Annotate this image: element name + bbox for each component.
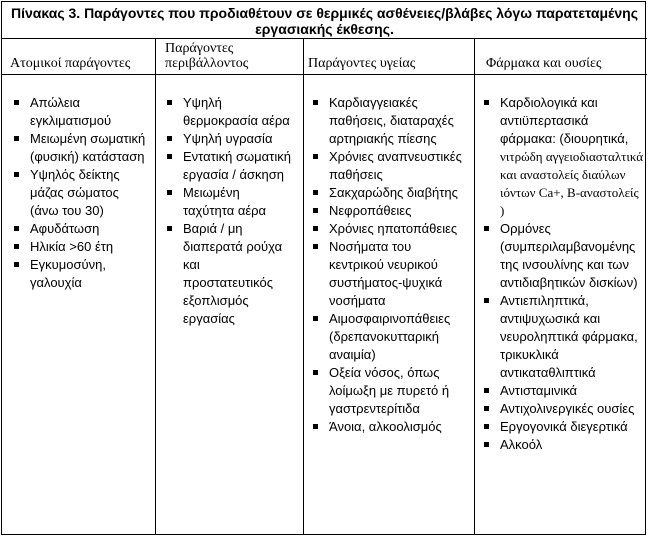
list-item: Αντιχολινεργικές ουσίες bbox=[484, 400, 644, 418]
header-divider bbox=[2, 74, 647, 75]
list-item: Άνοια, αλκοολισμός bbox=[313, 418, 469, 436]
bullet-icon bbox=[167, 154, 172, 159]
bullet-icon bbox=[14, 100, 19, 105]
header-drugs-substances: Φάρμακα και ουσίες bbox=[486, 56, 602, 71]
list-item: Εγκυμοσύνη, γαλουχία bbox=[14, 256, 148, 292]
bullet-icon bbox=[14, 262, 19, 267]
bullet-icon bbox=[167, 100, 172, 105]
list-item: Υψηλή υγρασία bbox=[167, 130, 292, 148]
table-title: Πίνακας 3. Παράγοντες που προδιαθέτουν σε θερμικές ασθένειες/βλάβες λόγω παρατεταμένης εργασιακής έκθεσης. bbox=[11, 5, 638, 37]
list-item: Σακχαρώδης διαβήτης bbox=[313, 184, 469, 202]
bullet-icon bbox=[484, 406, 489, 411]
bullet-icon bbox=[484, 424, 489, 429]
health-factors-list bbox=[313, 94, 469, 436]
bullet-icon bbox=[484, 100, 489, 105]
bullet-icon bbox=[313, 100, 318, 105]
bullet-icon bbox=[14, 136, 19, 141]
bullet-icon bbox=[313, 424, 318, 429]
bullet-icon bbox=[313, 370, 318, 375]
bullet-icon bbox=[167, 190, 172, 195]
bullet-icon bbox=[484, 442, 489, 447]
bullet-icon bbox=[313, 190, 318, 195]
column-divider-1 bbox=[155, 38, 156, 534]
header-health-factors: Παράγοντες υγείας bbox=[308, 56, 416, 71]
bullet-icon bbox=[484, 226, 489, 231]
bullet-icon bbox=[313, 154, 318, 159]
list-item: Νεφροπάθειες bbox=[313, 202, 469, 220]
list-item: Βαριά / μη διαπερατά ρούχα και προστατευτικός εξοπλισμός εργασίας bbox=[167, 220, 292, 328]
column-divider-3 bbox=[474, 38, 475, 534]
cardio-drugs-detail: νιτρώδη αγγειοδιασταλτικά και αναστολείς διαύλων ιόντων Ca+, Β-αναστολείς ) bbox=[500, 149, 644, 218]
list-item: Καρδιαγγειακές παθήσεις, διαταραχές αρτηριακής πίεσης bbox=[313, 94, 469, 148]
list-item: Νοσήματα του κεντρικού νευρικού συστήματος-ψυχικά νοσήματα bbox=[313, 238, 469, 310]
bullet-icon bbox=[484, 388, 489, 393]
list-item: Μειωμένη ταχύτητα αέρα bbox=[167, 184, 292, 220]
list-item: Αντιεπιληπτικά, αντιψυχωσικά και νευροληπτικά φάρμακα, τρικυκλικά αντικαταθλιπτικά bbox=[484, 292, 644, 382]
bullet-icon bbox=[313, 208, 318, 213]
header-individual-factors: Ατομικοί παράγοντες bbox=[10, 56, 131, 71]
list-item: Εντατική σωματική εργασία / άσκηση bbox=[167, 148, 292, 184]
drugs-substances-list bbox=[484, 94, 644, 454]
list-item: Υψηλή θερμοκρασία αέρα bbox=[167, 94, 292, 130]
bullet-icon bbox=[313, 226, 318, 231]
list-item: Μειωμένη σωματική (φυσική) κατάσταση bbox=[14, 130, 148, 166]
list-item: Αλκοόλ bbox=[484, 436, 644, 454]
bullet-icon bbox=[313, 316, 318, 321]
bullet-icon bbox=[167, 226, 172, 231]
environmental-factors-list bbox=[167, 94, 292, 328]
individual-factors-list bbox=[14, 94, 148, 292]
list-item: Αφυδάτωση bbox=[14, 220, 148, 238]
list-item: Απώλεια εγκλιματισμού bbox=[14, 94, 148, 130]
list-item: Υψηλός δείκτης μάζας σώματος (άνω του 30) bbox=[14, 166, 148, 220]
list-item: Εργογονικά διεγερτικά bbox=[484, 418, 644, 436]
list-item-cardio-drugs: Καρδιολογικά και αντιϋπερτασικά φάρμακα: (διουρητικά, νιτρώδη αγγειοδιασταλτικά και αναστολείς διαύλων ιόντων Ca+, Β-αναστολείς ) bbox=[484, 94, 644, 220]
bullet-icon bbox=[14, 172, 19, 177]
list-item: Οξεία νόσος, όπως λοίμωξη με πυρετό ή γαστρεντερίτιδα bbox=[313, 364, 469, 418]
list-item: Αντισταμινικά bbox=[484, 382, 644, 400]
bullet-icon bbox=[14, 244, 19, 249]
bullet-icon bbox=[484, 298, 489, 303]
list-item: Ορμόνες (συμπεριλαμβανομένης της ινσουλίνης και των αντιδιαβητικών δισκίων) bbox=[484, 220, 644, 292]
table-frame bbox=[1, 1, 646, 535]
bullet-icon bbox=[14, 226, 19, 231]
bullet-icon bbox=[313, 244, 318, 249]
list-item: Χρόνιες αναπνευστικές παθήσεις bbox=[313, 148, 469, 184]
header-environmental-factors: Παράγοντες περιβάλλοντος bbox=[165, 41, 249, 71]
list-item: Χρόνιες ηπατοπάθειες bbox=[313, 220, 469, 238]
column-divider-2 bbox=[303, 38, 304, 534]
list-item: Ηλικία >60 έτη bbox=[14, 238, 148, 256]
title-divider bbox=[2, 38, 647, 39]
list-item: Αιμοσφαιρινοπάθειες (δρεπανοκυτταρική αναιμία) bbox=[313, 310, 469, 364]
bullet-icon bbox=[167, 136, 172, 141]
